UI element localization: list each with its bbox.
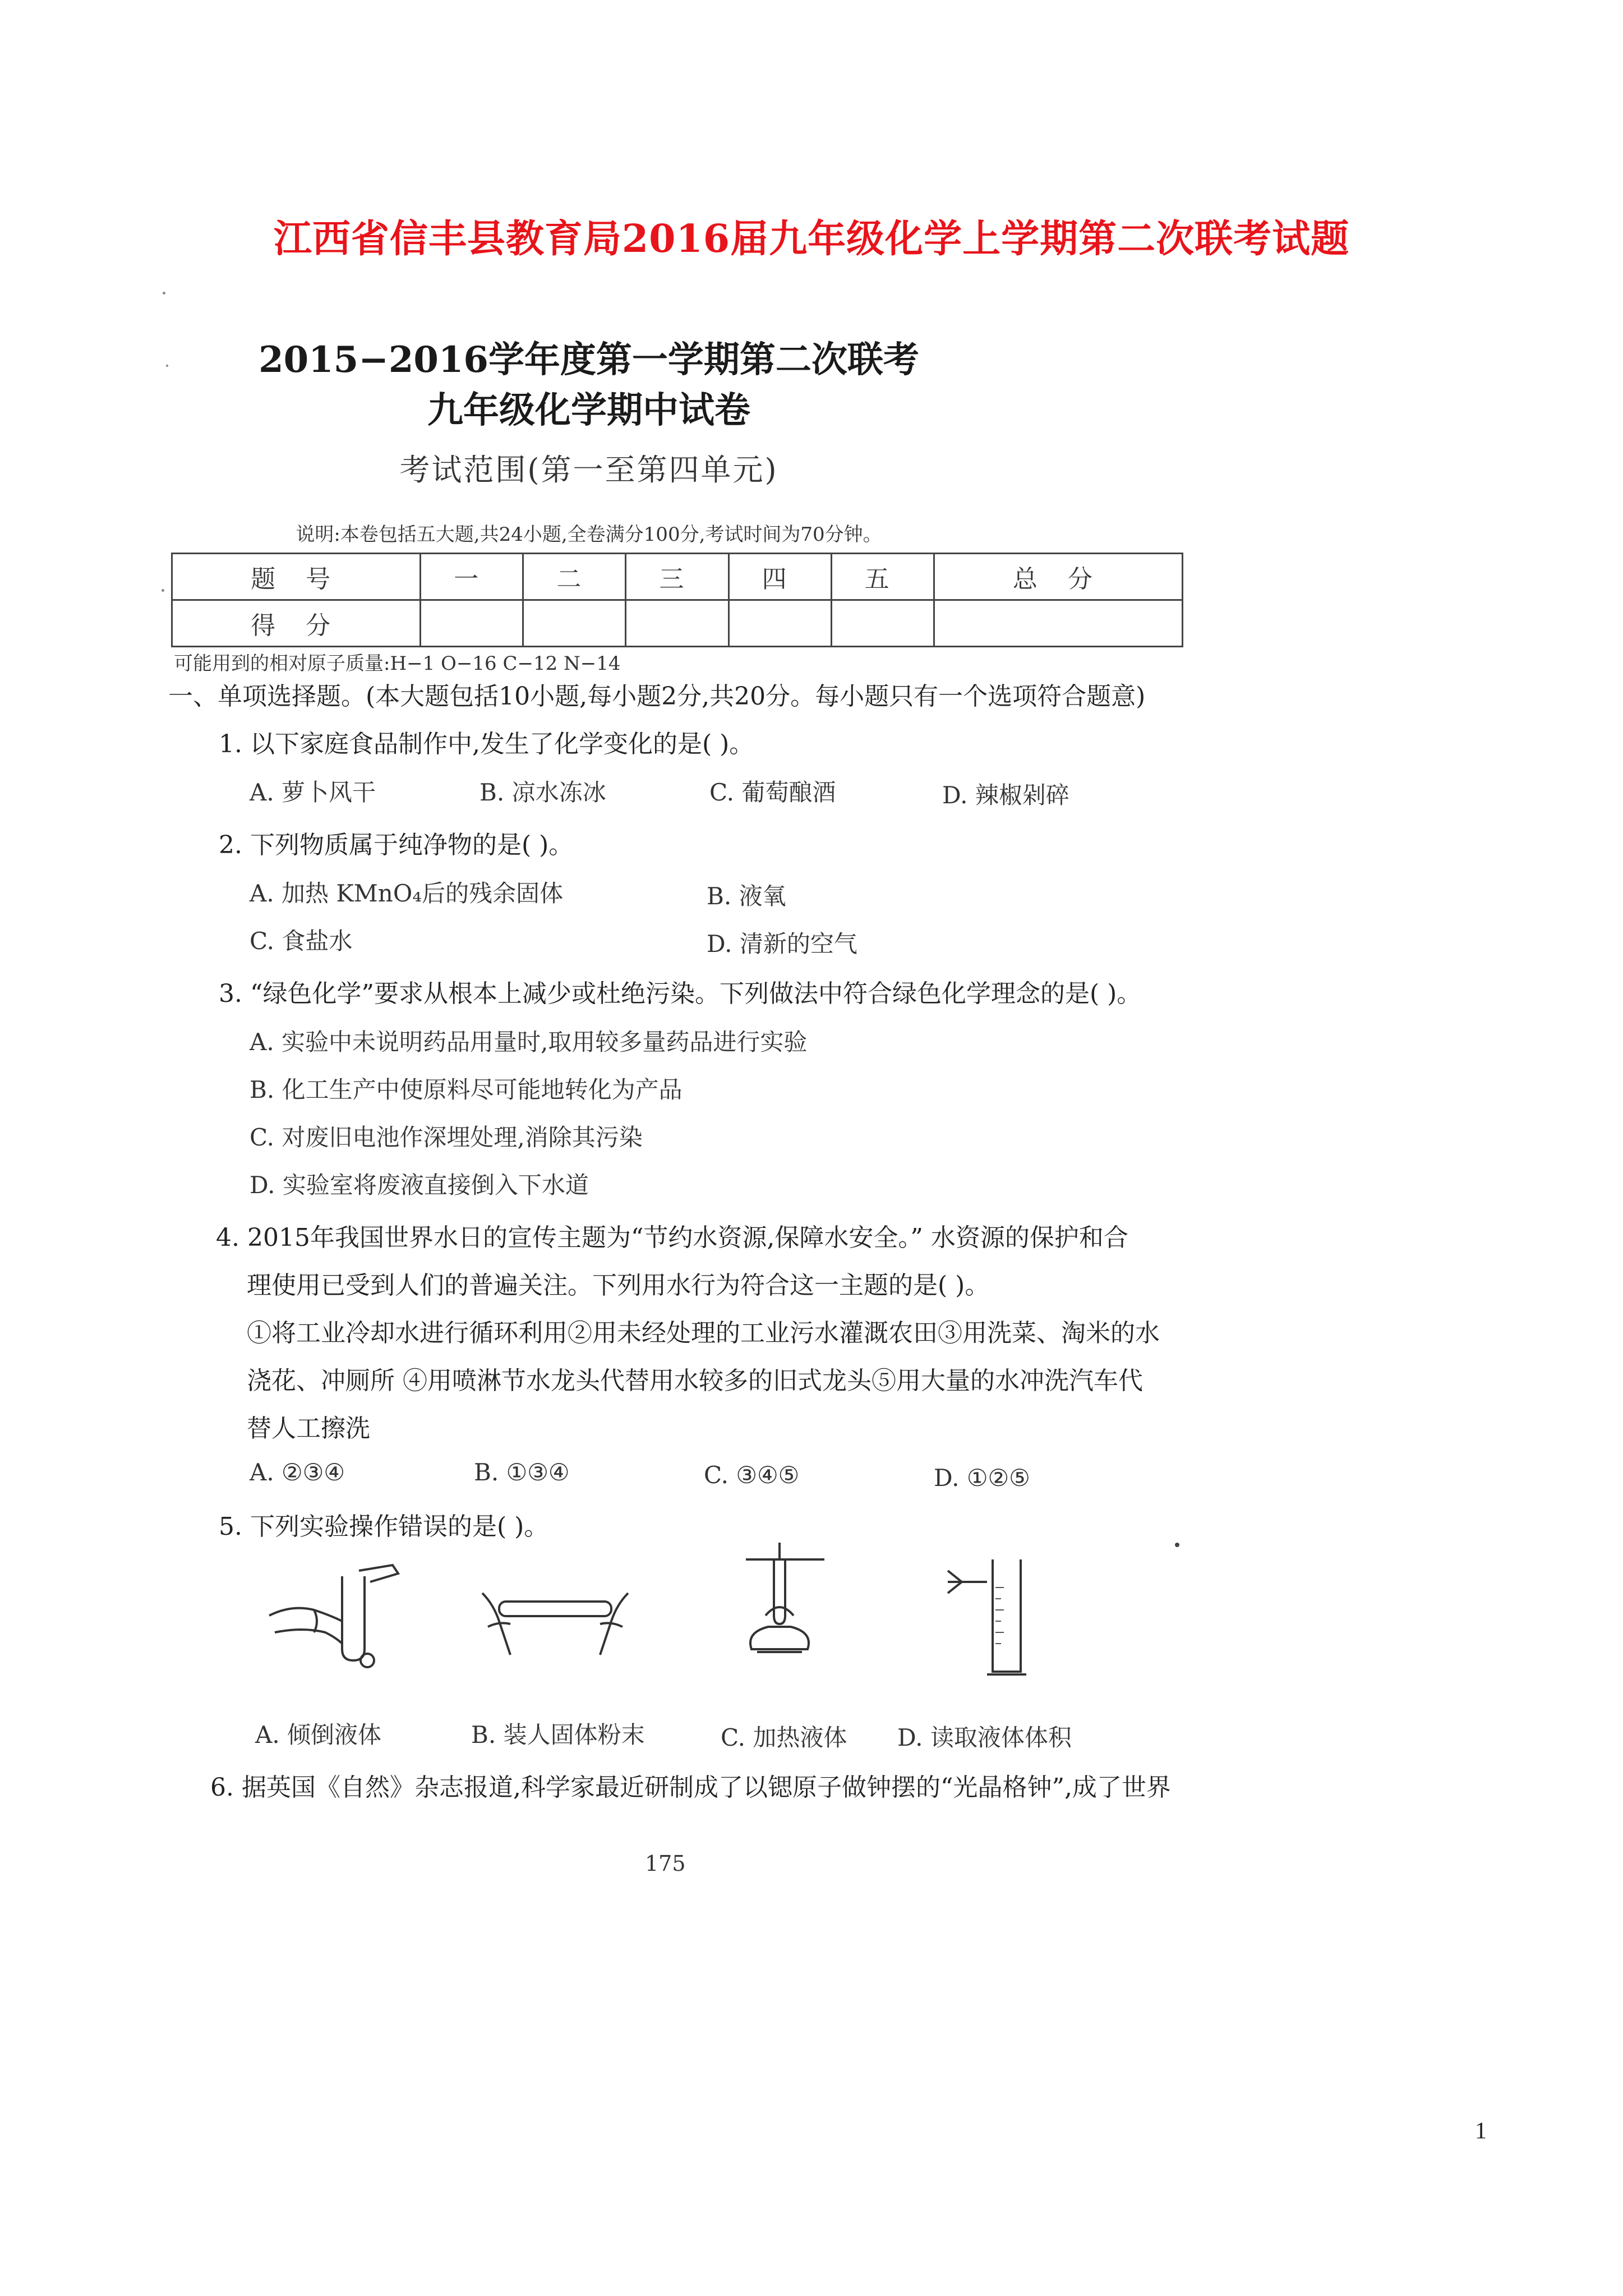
question-2: 2. 下列物质属于纯净物的是( )。 bbox=[219, 831, 574, 859]
q5-option-b: B. 装人固体粉末 bbox=[471, 1721, 645, 1749]
q3-option-b: B. 化工生产中使原料尽可能地转化为产品 bbox=[250, 1076, 683, 1103]
question-4-line-5: 替人工擦洗 bbox=[247, 1414, 370, 1443]
score-table-cell bbox=[728, 600, 831, 647]
q1-option-d: D. 辣椒剁碎 bbox=[942, 781, 1069, 809]
atomic-masses: 可能用到的相对原子质量:H−1 O−16 C−12 N−14 bbox=[174, 652, 621, 675]
scan-speck bbox=[1175, 1543, 1179, 1547]
question-4-line-3: ①将工业冷却水进行循环利用②用未经处理的工业污水灌溉农田③用洗菜、淘米的水 bbox=[247, 1319, 1160, 1347]
scan-speck bbox=[162, 589, 164, 592]
scan-speck bbox=[163, 292, 165, 295]
q1-option-a: A. 萝卜风干 bbox=[250, 779, 376, 806]
score-table-cell: 一 bbox=[421, 554, 523, 600]
q3-option-c: C. 对废旧电池作深埋处理,消除其污染 bbox=[250, 1124, 643, 1151]
q4-option-d: D. ①②⑤ bbox=[934, 1464, 1030, 1492]
q4-option-a: A. ②③④ bbox=[250, 1458, 345, 1486]
exam-heading: 2015−2016学年度第一学期第二次联考 bbox=[259, 339, 919, 381]
question-3: 3. “绿色化学”要求从根本上减少或杜绝污染。下列做法中符合绿色化学理念的是( )。 bbox=[219, 979, 1142, 1008]
score-table bbox=[171, 553, 1183, 647]
scan-page-number: 175 bbox=[645, 1851, 686, 1876]
q5-option-d: D. 读取液体体积 bbox=[897, 1724, 1072, 1751]
score-table-cell bbox=[421, 600, 523, 647]
score-table-cell bbox=[523, 600, 626, 647]
score-table-cell: 总 分 bbox=[934, 554, 1182, 600]
exam-scope: 考试范围(第一至第四单元) bbox=[399, 452, 778, 487]
reading-volume-figure bbox=[942, 1554, 1032, 1683]
score-table-cell: 三 bbox=[626, 554, 728, 600]
heating-liquid-figure bbox=[735, 1537, 836, 1677]
score-table-header-row bbox=[172, 554, 1183, 600]
q3-option-a: A. 实验中未说明药品用量时,取用较多量药品进行实验 bbox=[250, 1028, 808, 1056]
question-4-line-4: 浇花、冲厕所 ④用喷淋节水龙头代替用水较多的旧式龙头⑤用大量的水冲洗汽车代 bbox=[247, 1366, 1143, 1395]
q5-option-c: C. 加热液体 bbox=[721, 1724, 847, 1751]
score-table-cell: 二 bbox=[523, 554, 626, 600]
document-title: 江西省信丰县教育局2016届九年级化学上学期第二次联考试题 bbox=[273, 217, 1350, 261]
exam-instructions: 说明:本卷包括五大题,共24小题,全卷满分100分,考试时间为70分钟。 bbox=[296, 523, 882, 546]
score-table-cell bbox=[626, 600, 728, 647]
q4-option-b: B. ①③④ bbox=[474, 1458, 570, 1486]
score-table-cell: 五 bbox=[831, 554, 934, 600]
q2-option-b: B. 液氧 bbox=[707, 882, 786, 910]
score-table-cell bbox=[934, 600, 1182, 647]
score-table-cell: 题 号 bbox=[172, 554, 421, 600]
section-heading: 一、单项选择题。(本大题包括10小题,每小题2分,共20分。每小题只有一个选项符合题意) bbox=[168, 682, 1146, 711]
question-4-line-1: 4. 2015年我国世界水日的宣传主题为“节约水资源,保障水安全。” 水资源的保护和合 bbox=[216, 1223, 1128, 1252]
question-6: 6. 据英国《自然》杂志报道,科学家最近研制成了以锶原子做钟摆的“光晶格钟”,成了世界 bbox=[210, 1773, 1171, 1802]
q2-option-a: A. 加热 KMnO₄后的残余固体 bbox=[250, 880, 564, 907]
q3-option-d: D. 实验室将废液直接倒入下水道 bbox=[250, 1171, 589, 1199]
q1-option-b: B. 凉水冻冰 bbox=[479, 779, 606, 806]
question-4-line-2: 理使用已受到人们的普遍关注。下列用水行为符合这一主题的是( )。 bbox=[247, 1271, 990, 1300]
page-number: 1 bbox=[1475, 2118, 1487, 2144]
pouring-liquid-figure bbox=[258, 1554, 404, 1672]
question-5: 5. 下列实验操作错误的是( )。 bbox=[219, 1512, 549, 1541]
adding-powder-figure bbox=[471, 1571, 639, 1666]
q2-option-d: D. 清新的空气 bbox=[707, 930, 857, 958]
score-table-cell: 得 分 bbox=[172, 600, 421, 647]
q2-option-c: C. 食盐水 bbox=[250, 927, 353, 955]
q1-option-c: C. 葡萄酿酒 bbox=[709, 779, 836, 806]
q5-option-a: A. 倾倒液体 bbox=[255, 1721, 382, 1749]
question-1: 1. 以下家庭食品制作中,发生了化学变化的是( )。 bbox=[219, 730, 754, 758]
score-table-cell bbox=[831, 600, 934, 647]
score-table-cell: 四 bbox=[728, 554, 831, 600]
q4-option-c: C. ③④⑤ bbox=[704, 1461, 800, 1489]
exam-subheading: 九年级化学期中试卷 bbox=[427, 389, 750, 431]
score-table-score-row bbox=[172, 600, 1183, 647]
